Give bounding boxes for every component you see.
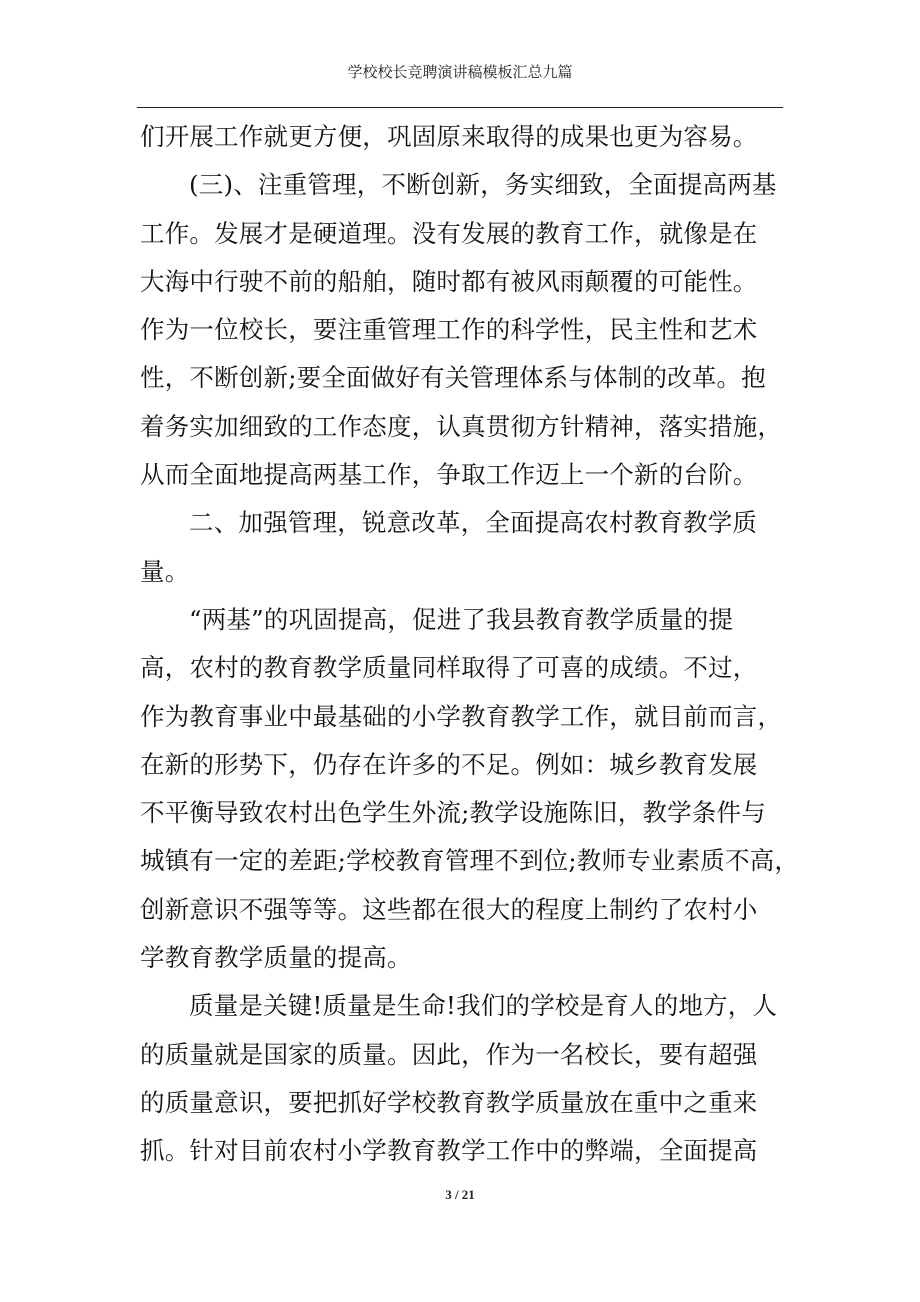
text-line: 学教育教学质量的提高。 xyxy=(140,943,412,973)
text-line: 的质量就是国家的质量。因此，作为一名校长，要有超强 xyxy=(140,1039,758,1069)
text-line: 的质量意识，要把抓好学校教育教学质量放在重中之重来 xyxy=(140,1087,758,1117)
text-line: 城镇有一定的差距;学校教育管理不到位;教师专业素质不高， xyxy=(140,846,800,876)
text-line: 工作。发展才是硬道理。没有发展的教育工作，就像是在 xyxy=(140,218,758,248)
document-header xyxy=(0,62,920,82)
text-line: 从而全面地提高两基工作，争取工作迈上一个新的台阶。 xyxy=(140,460,758,490)
text-line: 大海中行驶不前的船舶，随时都有被风雨颠覆的可能性。 xyxy=(140,266,758,296)
text-line: 抓。针对目前农村小学教育教学工作中的弊端，全面提高 xyxy=(140,1136,758,1166)
text-line: 们开展工作就更方便，巩固原来取得的成果也更为容易。 xyxy=(140,122,758,151)
paragraph-start: “两基”的巩固提高，促进了我县教育教学质量的提 xyxy=(189,604,734,634)
document-body xyxy=(140,113,800,1176)
page-footer xyxy=(0,1187,920,1203)
text-line: 作为一位校长，要注重管理工作的科学性，民主性和艺术 xyxy=(140,315,758,345)
text-line: 着务实加细致的工作态度，认真贯彻方针精神，落实措施， xyxy=(140,411,783,441)
paragraph-start: 质量是关键!质量是生命!我们的学校是育人的地方，人 xyxy=(189,991,778,1021)
document-title: 学校校长竞聘演讲稿模板汇总九篇 xyxy=(347,63,573,81)
text-line: 不平衡导致农村出色学生外流;教学设施陈旧，教学条件与 xyxy=(140,798,766,828)
paragraph-start: (三)、注重管理，不断创新，务实细致，全面提高两基 xyxy=(189,170,777,200)
text-line: 作为教育事业中最基础的小学教育教学工作，就目前而言， xyxy=(140,701,783,731)
text-line: 量。 xyxy=(140,556,190,586)
section-heading: 二、加强管理，锐意改革，全面提高农村教育教学质 xyxy=(189,508,758,538)
header-divider xyxy=(137,107,783,108)
text-line: 在新的形势下，仍存在许多的不足。例如：城乡教育发展 xyxy=(140,749,758,779)
text-line: 创新意识不强等等。这些都在很大的程度上制约了农村小 xyxy=(140,894,758,924)
text-line: 高，农村的教育教学质量同样取得了可喜的成绩。不过， xyxy=(140,653,758,683)
text-line: 性，不断创新;要全面做好有关管理体系与体制的改革。抱 xyxy=(140,363,766,393)
page-number: 3 / 21 xyxy=(445,1187,475,1202)
